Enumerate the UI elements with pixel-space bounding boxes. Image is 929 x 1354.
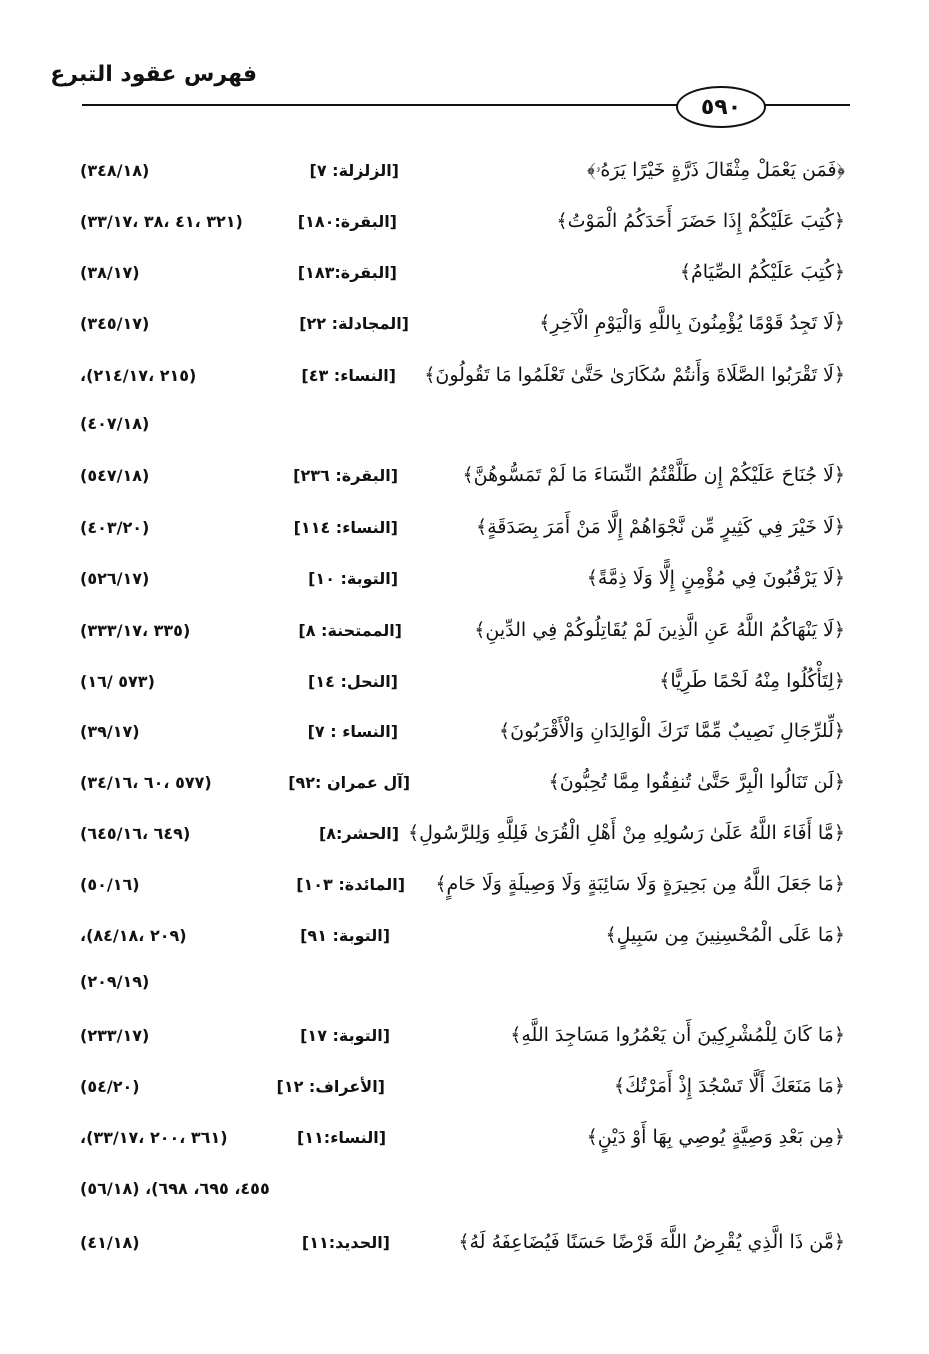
verse-text: ﴿لِتَأْكُلُوا مِنْهُ لَحْمًا طَرِيًّا﴾ (659, 670, 845, 692)
verse-text: ﴿لَا يَنْهَاكُمُ اللَّهُ عَنِ الَّذِينَ لَمْ يُقَاتِلُوكُمْ فِي الدِّينِ﴾ (474, 619, 845, 641)
index-entry (0, 410, 929, 446)
volume-page-reference: (٤٠٧/١٨) (80, 414, 150, 433)
volume-page-reference: (٤٠٣/٢٠) (80, 518, 150, 537)
surah-reference: [النحل: ١٤] (308, 672, 398, 691)
volume-page-reference: (٥٤٧/١٨) (80, 466, 150, 485)
surah-reference: [النساء: ١١٤] (293, 518, 398, 537)
verse-text: ﴿مَّا أَفَاءَ اللَّهُ عَلَىٰ رَسُولِهِ مِنْ أَهْلِ الْقُرَىٰ فَلِلَّهِ وَلِلرَّسُولِ﴾ (407, 822, 845, 844)
volume-page-reference: (٢٠٩ ،٨٤/١٨)، (80, 926, 187, 945)
surah-reference: [النساء : ٧] (307, 722, 398, 741)
verse-text: ﴿مَا جَعَلَ اللَّهُ مِن بَحِيرَةٍ وَلَا سَائِبَةٍ وَلَا وَصِيلَةٍ وَلَا حَامٍ﴾ (435, 873, 845, 895)
surah-reference: [البقرة:١٨٣] (297, 263, 397, 282)
index-entry (0, 310, 929, 346)
index-entry (0, 617, 929, 653)
index-entry (0, 668, 929, 704)
surah-reference: [الحشر:٨] (318, 824, 399, 843)
volume-page-reference: (٢٠٩/١٩) (80, 972, 150, 991)
index-entry (0, 157, 929, 193)
verse-text: ﴿كُتِبَ عَلَيْكُمْ إِذَا حَضَرَ أَحَدَكُمُ الْمَوْتُ﴾ (556, 210, 845, 232)
volume-page-reference: (٣٤٥/١٧) (80, 314, 150, 333)
index-entry (0, 1124, 929, 1160)
surah-reference: [التوبة: ١٠] (308, 569, 398, 588)
volume-page-reference: (٥٧٧ ،٦٠ ،٣٤/١٦) (80, 773, 212, 792)
index-entry (0, 1229, 929, 1265)
volume-page-reference: (٣٩/١٧) (80, 722, 140, 741)
volume-page-reference: (٥٢٦/١٧) (80, 569, 150, 588)
index-entry (0, 769, 929, 805)
index-entry (0, 871, 929, 907)
volume-page-reference: (٣٨/١٧) (80, 263, 140, 282)
index-entry (0, 922, 929, 958)
page-title: فهرس عقود التبرع (50, 62, 257, 87)
verse-text: ﴿لِّلرِّجَالِ نَصِيبٌ مِّمَّا تَرَكَ الْوَالِدَانِ وَالْأَقْرَبُونَ﴾ (499, 720, 845, 742)
surah-reference: [الحديد:١١] (301, 1233, 390, 1252)
surah-reference: [البقرة:١٨٠] (297, 212, 397, 231)
verse-text: ﴿مَا عَلَى الْمُحْسِنِينَ مِن سَبِيلٍ﴾ (605, 924, 845, 946)
volume-page-reference: (٣٢١ ،٤١ ،٣٨ ،٣٣/١٧) (80, 212, 243, 231)
index-entry (0, 462, 929, 498)
surah-reference: [آل عمران :٩٢] (288, 773, 410, 792)
verse-text: ﴿لَا تَقْرَبُوا الصَّلَاةَ وَأَنتُمْ سُكَارَىٰ حَتَّىٰ تَعْلَمُوا مَا تَقُولُونَ﴾ (424, 364, 845, 386)
verse-text: ﴿فَمَن يَعْمَلْ مِثْقَالَ ذَرَّةٍ خَيْرًا يَرَهُۥ﴾ (587, 159, 845, 181)
volume-page-reference: (٦٤٩ ،٦٤٥/١٦) (80, 824, 191, 843)
volume-page-reference: (٢١٥ ،٢١٤/١٧)، (80, 366, 197, 385)
verse-text: ﴿لَا جُنَاحَ عَلَيْكُمْ إِن طَلَّقْتُمُ النِّسَاءَ مَا لَمْ تَمَسُّوهُنَّ﴾ (462, 464, 845, 486)
verse-text: ﴿مَّن ذَا الَّذِي يُقْرِضُ اللَّهَ قَرْضًا حَسَنًا فَيُضَاعِفَهُ لَهُ﴾ (458, 1231, 845, 1253)
volume-page-reference: (٢٣٣/١٧) (80, 1026, 150, 1045)
index-entry (0, 968, 929, 1004)
volume-page-reference: (٣٤٨/١٨) (80, 161, 150, 180)
surah-reference: [المائدة: ١٠٣] (296, 875, 405, 894)
index-entry (0, 208, 929, 244)
verse-text: ﴿كُتِبَ عَلَيْكُمُ الصِّيَامُ﴾ (679, 261, 845, 283)
volume-page-reference: (٥٠/١٦) (80, 875, 140, 894)
verse-text: ﴿لَا يَرْقُبُونَ فِي مُؤْمِنٍ إِلًّا وَلَا ذِمَّةً﴾ (586, 567, 845, 589)
index-entry (0, 514, 929, 550)
index-entry (0, 820, 929, 856)
index-entry (0, 1175, 929, 1211)
verse-text: ﴿لَن تَنَالُوا الْبِرَّ حَتَّىٰ تُنفِقُوا مِمَّا تُحِبُّونَ﴾ (548, 771, 845, 793)
index-entry (0, 259, 929, 295)
volume-page-reference: (٣٣٥ ،٣٣٣/١٧) (80, 621, 191, 640)
verse-text: ﴿لَا تَجِدُ قَوْمًا يُؤْمِنُونَ بِاللَّهِ وَالْيَوْمِ الْآخِرِ﴾ (539, 312, 845, 334)
surah-reference: [النساء:١١] (296, 1128, 386, 1147)
surah-reference: [التوبة: ٩١] (300, 926, 390, 945)
index-entry (0, 1022, 929, 1058)
volume-page-reference: (٤١/١٨) (80, 1233, 140, 1252)
surah-reference: [النساء: ٤٣] (301, 366, 396, 385)
verse-text: ﴿مَا مَنَعَكَ أَلَّا تَسْجُدَ إِذْ أَمَرْتُكَ﴾ (613, 1075, 845, 1097)
surah-reference: [التوبة: ١٧] (300, 1026, 390, 1045)
surah-reference: [الممتحنة: ٨] (298, 621, 402, 640)
index-entry (0, 565, 929, 601)
index-entry (0, 1073, 929, 1109)
verse-text: ﴿لَا خَيْرَ فِي كَثِيرٍ مِّن نَّجْوَاهُمْ إِلَّا مَنْ أَمَرَ بِصَدَقَةٍ﴾ (476, 516, 845, 538)
verse-text: ﴿مِن بَعْدِ وَصِيَّةٍ يُوصِي بِهَا أَوْ دَيْنٍ﴾ (586, 1126, 845, 1148)
volume-page-reference: (٣٦١ ،٢٠٠ ،٣٣/١٧)، (80, 1128, 228, 1147)
surah-reference: [المجادلة: ٢٢] (299, 314, 409, 333)
index-entry (0, 718, 929, 754)
page-number: ٥٩٠ (676, 86, 766, 128)
volume-page-reference: (٥٤/٢٠) (80, 1077, 140, 1096)
index-entry (0, 362, 929, 398)
verse-text: ﴿مَا كَانَ لِلْمُشْرِكِينَ أَن يَعْمُرُوا مَسَاجِدَ اللَّهِ﴾ (510, 1024, 845, 1046)
volume-page-reference: (٥٧٣ /١٦) (80, 672, 155, 691)
surah-reference: [البقرة: ٢٣٦] (293, 466, 398, 485)
volume-page-reference: ٤٥٥، ٦٩٥، ٦٩٨)، (٥٦/١٨) (80, 1179, 270, 1198)
surah-reference: [الزلزلة: ٧] (309, 161, 399, 180)
surah-reference: [الأعراف: ١٢] (276, 1077, 385, 1096)
